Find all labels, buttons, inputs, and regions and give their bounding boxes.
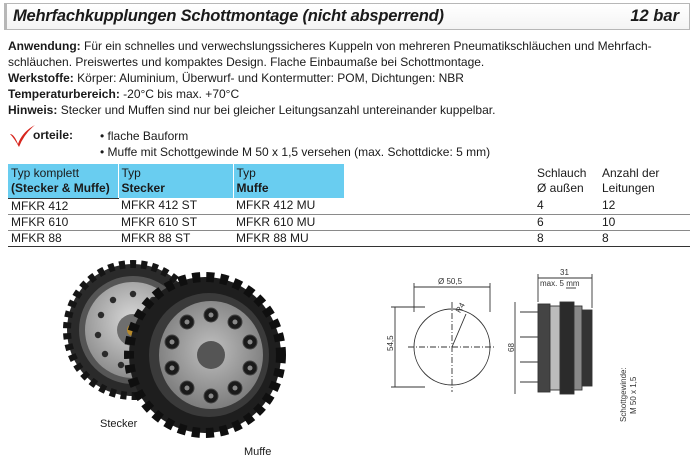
cell-typ-komplett: MFKR 412 — [8, 198, 118, 214]
title-bar — [4, 3, 690, 30]
cell-typ-muffe: MFKR 412 MU — [233, 198, 344, 214]
product-photo — [55, 260, 295, 460]
temperatur-label: Temperaturbereich: — [8, 87, 120, 101]
header-text: Anzahl der — [602, 166, 660, 180]
header-schlauch — [534, 164, 599, 198]
pressure-rating: 12 bar — [630, 7, 679, 25]
cell-spacer — [344, 214, 534, 230]
header-text: Ø außen — [537, 181, 584, 195]
temperatur-text: -20°C bis max. +70°C — [123, 87, 240, 101]
vorteile-label: orteile: — [33, 128, 74, 142]
dim-max: max. 5 mm — [540, 279, 580, 288]
stecker-caption: Stecker — [100, 418, 138, 430]
table-row — [8, 230, 690, 246]
anwendung-text-1: Für ein schnelles und verwechslungssicheres Kuppeln von mehreren Pneumatikschläuchen und Mehrfach- — [84, 39, 652, 53]
anwendung-label: Anwendung: — [8, 39, 81, 53]
dim-68: 68 — [507, 343, 516, 352]
front-view — [391, 283, 496, 392]
dim-diameter: Ø 50,5 — [438, 277, 463, 286]
table-header-row — [8, 164, 690, 198]
dim-thread: Schottgewinde: — [619, 367, 628, 422]
vorteile-item: • flache Bauform — [100, 129, 189, 143]
page-title: Mehrfachkupplungen Schottmontage (nicht absperrend) — [13, 7, 444, 25]
cell-typ-stecker: MFKR 412 ST — [118, 198, 233, 214]
temperatur-line — [8, 86, 688, 102]
header-spacer — [344, 164, 534, 198]
cell-schlauch: 4 — [534, 198, 599, 214]
vorteile-list — [100, 128, 490, 160]
cell-typ-komplett: MFKR 88 — [8, 230, 118, 246]
cell-schlauch: 8 — [534, 230, 599, 246]
checkmark-icon — [8, 124, 36, 148]
werkstoffe-text: Körper: Aluminium, Überwurf- und Kontermutter: POM, Dichtungen: NBR — [77, 71, 464, 85]
muffe-caption: Muffe — [244, 446, 272, 458]
cell-schlauch: 6 — [534, 214, 599, 230]
vorteile-block — [8, 124, 688, 162]
header-typ-muffe — [233, 164, 344, 198]
header-text: Typ — [236, 166, 256, 180]
header-typ-komplett — [8, 164, 118, 198]
dim-31: 31 — [560, 268, 569, 277]
muffe-coupling — [129, 277, 281, 433]
cell-anzahl: 12 — [599, 198, 690, 214]
header-text: (Stecker & Muffe) — [11, 181, 110, 195]
cell-typ-muffe: MFKR 610 MU — [233, 214, 344, 230]
side-view — [515, 274, 592, 394]
header-text: Muffe — [236, 181, 269, 195]
werkstoffe-line — [8, 70, 688, 86]
header-text: Typ komplett — [11, 166, 80, 180]
header-anzahl — [599, 164, 690, 198]
werkstoffe-label: Werkstoffe: — [8, 71, 74, 85]
dim-thread-2: M 50 x 1,5 — [629, 376, 638, 414]
vorteile-item: • Muffe mit Schottgewinde M 50 x 1,5 versehen (max. Schottdicke: 5 mm) — [100, 145, 491, 159]
header-typ-stecker — [118, 164, 233, 198]
table-row — [8, 198, 690, 214]
hinweis-label: Hinweis: — [8, 103, 58, 117]
cell-typ-komplett: MFKR 610 — [8, 214, 118, 230]
cell-anzahl: 10 — [599, 214, 690, 230]
product-table — [8, 164, 690, 247]
hinweis-line — [8, 102, 688, 118]
header-text: Schlauch — [537, 166, 587, 180]
description-block — [8, 38, 688, 118]
header-text: Stecker — [121, 181, 165, 195]
cell-spacer — [344, 198, 534, 214]
cell-typ-stecker: MFKR 88 ST — [118, 230, 233, 246]
dim-height: 54,5 — [386, 335, 395, 351]
anwendung-text-2: schläuchen. Preiswertes und kompaktes Design. Flache Einbaumaße bei Schottmontage. — [8, 55, 485, 69]
cell-typ-muffe: MFKR 88 MU — [233, 230, 344, 246]
technical-drawing — [370, 262, 690, 462]
anwendung-line-1 — [8, 38, 688, 54]
hinweis-text: Stecker und Muffen sind nur bei gleicher Leitungsanzahl untereinander kuppelbar. — [60, 103, 496, 117]
header-text: Leitungen — [602, 181, 655, 195]
table-row — [8, 214, 690, 230]
cell-anzahl: 8 — [599, 230, 690, 246]
dim-r: R4 — [453, 301, 467, 315]
header-text: Typ — [121, 166, 141, 180]
cell-spacer — [344, 230, 534, 246]
cell-typ-stecker: MFKR 610 ST — [118, 214, 233, 230]
